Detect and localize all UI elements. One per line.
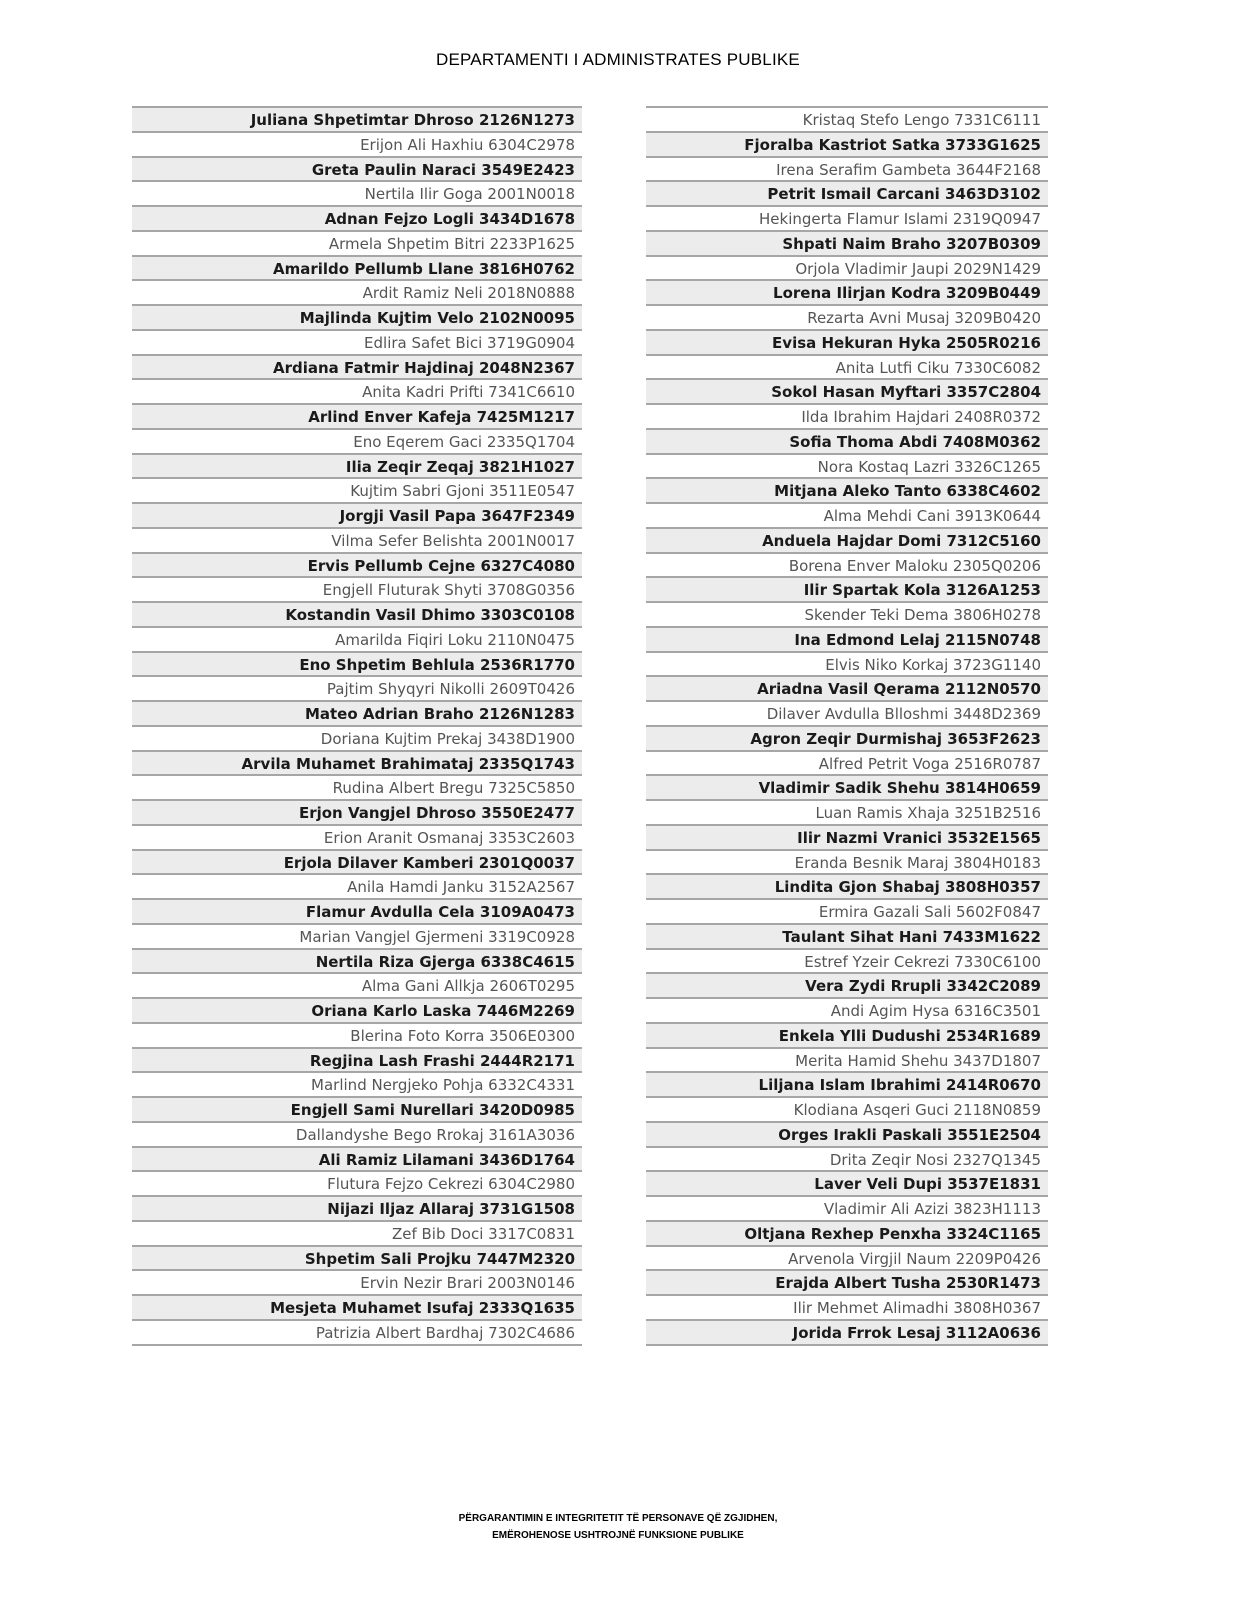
list-item: Engjell Sami Nurellari 3420D0985 — [132, 1098, 582, 1123]
list-item: Eno Eqerem Gaci 2335Q1704 — [132, 430, 582, 455]
list-item: Estref Yzeir Cekrezi 7330C6100 — [646, 950, 1048, 975]
list-item: Amarildo Pellumb Llane 3816H0762 — [132, 257, 582, 282]
list-item: Regjina Lash Frashi 2444R2171 — [132, 1049, 582, 1074]
list-item: Jorida Frrok Lesaj 3112A0636 — [646, 1321, 1048, 1346]
list-item: Mateo Adrian Braho 2126N1283 — [132, 702, 582, 727]
list-item: Sofia Thoma Abdi 7408M0362 — [646, 430, 1048, 455]
list-item: Ina Edmond Lelaj 2115N0748 — [646, 628, 1048, 653]
list-item: Ilda Ibrahim Hajdari 2408R0372 — [646, 405, 1048, 430]
list-item: Alma Gani Allkja 2606T0295 — [132, 974, 582, 999]
list-item: Sokol Hasan Myftari 3357C2804 — [646, 380, 1048, 405]
list-item: Klodiana Asqeri Guci 2118N0859 — [646, 1098, 1048, 1123]
list-item: Andi Agim Hysa 6316C3501 — [646, 999, 1048, 1024]
right-name-column — [646, 106, 1048, 1346]
list-item: Marlind Nergjeko Pohja 6332C4331 — [132, 1073, 582, 1098]
list-item: Skender Teki Dema 3806H0278 — [646, 603, 1048, 628]
list-item: Lorena Ilirjan Kodra 3209B0449 — [646, 281, 1048, 306]
list-item: Kujtim Sabri Gjoni 3511E0547 — [132, 479, 582, 504]
list-item: Ardit Ramiz Neli 2018N0888 — [132, 281, 582, 306]
footer-line-2: EMËROHENOSE USHTROJNË FUNKSIONE PUBLIKE — [492, 1530, 744, 1541]
list-item: Mesjeta Muhamet Isufaj 2333Q1635 — [132, 1296, 582, 1321]
list-item: Ilir Nazmi Vranici 3532E1565 — [646, 826, 1048, 851]
list-item: Majlinda Kujtim Velo 2102N0095 — [132, 306, 582, 331]
list-item: Blerina Foto Korra 3506E0300 — [132, 1024, 582, 1049]
list-item: Marian Vangjel Gjermeni 3319C0928 — [132, 925, 582, 950]
list-item: Ilir Mehmet Alimadhi 3808H0367 — [646, 1296, 1048, 1321]
list-item: Eno Shpetim Behlula 2536R1770 — [132, 653, 582, 678]
list-item: Kristaq Stefo Lengo 7331C6111 — [646, 108, 1048, 133]
list-item: Flutura Fejzo Cekrezi 6304C2980 — [132, 1172, 582, 1197]
list-item: Ardiana Fatmir Hajdinaj 2048N2367 — [132, 356, 582, 381]
list-item: Laver Veli Dupi 3537E1831 — [646, 1172, 1048, 1197]
list-item: Pajtim Shyqyri Nikolli 2609T0426 — [132, 677, 582, 702]
list-item: Arlind Enver Kafeja 7425M1217 — [132, 405, 582, 430]
list-item: Amarilda Fiqiri Loku 2110N0475 — [132, 628, 582, 653]
list-item: Elvis Niko Korkaj 3723G1140 — [646, 653, 1048, 678]
list-item: Nijazi Iljaz Allaraj 3731G1508 — [132, 1197, 582, 1222]
list-item: Erjon Vangjel Dhroso 3550E2477 — [132, 801, 582, 826]
list-item: Liljana Islam Ibrahimi 2414R0670 — [646, 1073, 1048, 1098]
list-item: Ervis Pellumb Cejne 6327C4080 — [132, 554, 582, 579]
list-item: Patrizia Albert Bardhaj 7302C4686 — [132, 1321, 582, 1346]
list-item: Orges Irakli Paskali 3551E2504 — [646, 1123, 1048, 1148]
list-item: Jorgji Vasil Papa 3647F2349 — [132, 504, 582, 529]
list-item: Hekingerta Flamur Islami 2319Q0947 — [646, 207, 1048, 232]
list-item: Ilia Zeqir Zeqaj 3821H1027 — [132, 455, 582, 480]
list-item: Orjola Vladimir Jaupi 2029N1429 — [646, 257, 1048, 282]
list-item: Drita Zeqir Nosi 2327Q1345 — [646, 1148, 1048, 1173]
list-item: Agron Zeqir Durmishaj 3653F2623 — [646, 727, 1048, 752]
list-item: Luan Ramis Xhaja 3251B2516 — [646, 801, 1048, 826]
page-footer — [0, 1510, 1236, 1544]
list-item: Alfred Petrit Voga 2516R0787 — [646, 752, 1048, 777]
list-item: Shpati Naim Braho 3207B0309 — [646, 232, 1048, 257]
list-item: Edlira Safet Bici 3719G0904 — [132, 331, 582, 356]
list-item: Vera Zydi Rrupli 3342C2089 — [646, 974, 1048, 999]
list-item: Engjell Fluturak Shyti 3708G0356 — [132, 578, 582, 603]
list-item: Borena Enver Maloku 2305Q0206 — [646, 554, 1048, 579]
left-name-column — [132, 106, 582, 1346]
list-item: Arvila Muhamet Brahimataj 2335Q1743 — [132, 752, 582, 777]
list-item: Armela Shpetim Bitri 2233P1625 — [132, 232, 582, 257]
list-item: Nertila Ilir Goga 2001N0018 — [132, 182, 582, 207]
list-item: Vladimir Sadik Shehu 3814H0659 — [646, 776, 1048, 801]
page-title: DEPARTAMENTI I ADMINISTRATES PUBLIKE — [436, 50, 800, 69]
list-item: Oriana Karlo Laska 7446M2269 — [132, 999, 582, 1024]
list-item: Erjola Dilaver Kamberi 2301Q0037 — [132, 851, 582, 876]
list-item: Doriana Kujtim Prekaj 3438D1900 — [132, 727, 582, 752]
list-item: Enkela Ylli Dudushi 2534R1689 — [646, 1024, 1048, 1049]
list-item: Alma Mehdi Cani 3913K0644 — [646, 504, 1048, 529]
list-item: Anila Hamdi Janku 3152A2567 — [132, 875, 582, 900]
list-item: Irena Serafim Gambeta 3644F2168 — [646, 158, 1048, 183]
list-item: Evisa Hekuran Hyka 2505R0216 — [646, 331, 1048, 356]
list-item: Anita Lutfi Ciku 7330C6082 — [646, 356, 1048, 381]
list-item: Ariadna Vasil Qerama 2112N0570 — [646, 677, 1048, 702]
list-item: Ervin Nezir Brari 2003N0146 — [132, 1271, 582, 1296]
list-item: Taulant Sihat Hani 7433M1622 — [646, 925, 1048, 950]
list-item: Arvenola Virgjil Naum 2209P0426 — [646, 1247, 1048, 1272]
list-item: Lindita Gjon Shabaj 3808H0357 — [646, 875, 1048, 900]
list-item: Nertila Riza Gjerga 6338C4615 — [132, 950, 582, 975]
list-item: Dilaver Avdulla Blloshmi 3448D2369 — [646, 702, 1048, 727]
list-item: Erion Aranit Osmanaj 3353C2603 — [132, 826, 582, 851]
list-item: Nora Kostaq Lazri 3326C1265 — [646, 455, 1048, 480]
list-item: Anduela Hajdar Domi 7312C5160 — [646, 529, 1048, 554]
list-item: Oltjana Rexhep Penxha 3324C1165 — [646, 1222, 1048, 1247]
list-item: Erijon Ali Haxhiu 6304C2978 — [132, 133, 582, 158]
list-item: Juliana Shpetimtar Dhroso 2126N1273 — [132, 108, 582, 133]
list-item: Flamur Avdulla Cela 3109A0473 — [132, 900, 582, 925]
list-item: Rezarta Avni Musaj 3209B0420 — [646, 306, 1048, 331]
footer-line-1: PËRGARANTIMIN E INTEGRITETIT TË PERSONAVE QË ZGJIDHEN, — [458, 1513, 778, 1524]
list-item: Vilma Sefer Belishta 2001N0017 — [132, 529, 582, 554]
list-item: Petrit Ismail Carcani 3463D3102 — [646, 182, 1048, 207]
list-item: Eranda Besnik Maraj 3804H0183 — [646, 851, 1048, 876]
list-item: Fjoralba Kastriot Satka 3733G1625 — [646, 133, 1048, 158]
list-item: Anita Kadri Prifti 7341C6610 — [132, 380, 582, 405]
list-item: Vladimir Ali Azizi 3823H1113 — [646, 1197, 1048, 1222]
list-item: Kostandin Vasil Dhimo 3303C0108 — [132, 603, 582, 628]
list-item: Merita Hamid Shehu 3437D1807 — [646, 1049, 1048, 1074]
list-item: Erajda Albert Tusha 2530R1473 — [646, 1271, 1048, 1296]
list-item: Ilir Spartak Kola 3126A1253 — [646, 578, 1048, 603]
list-item: Zef Bib Doci 3317C0831 — [132, 1222, 582, 1247]
list-item: Ermira Gazali Sali 5602F0847 — [646, 900, 1048, 925]
list-item: Mitjana Aleko Tanto 6338C4602 — [646, 479, 1048, 504]
list-item: Dallandyshe Bego Rrokaj 3161A3036 — [132, 1123, 582, 1148]
list-item: Ali Ramiz Lilamani 3436D1764 — [132, 1148, 582, 1173]
list-item: Shpetim Sali Projku 7447M2320 — [132, 1247, 582, 1272]
list-item: Greta Paulin Naraci 3549E2423 — [132, 158, 582, 183]
list-item: Rudina Albert Bregu 7325C5850 — [132, 776, 582, 801]
list-item: Adnan Fejzo Logli 3434D1678 — [132, 207, 582, 232]
